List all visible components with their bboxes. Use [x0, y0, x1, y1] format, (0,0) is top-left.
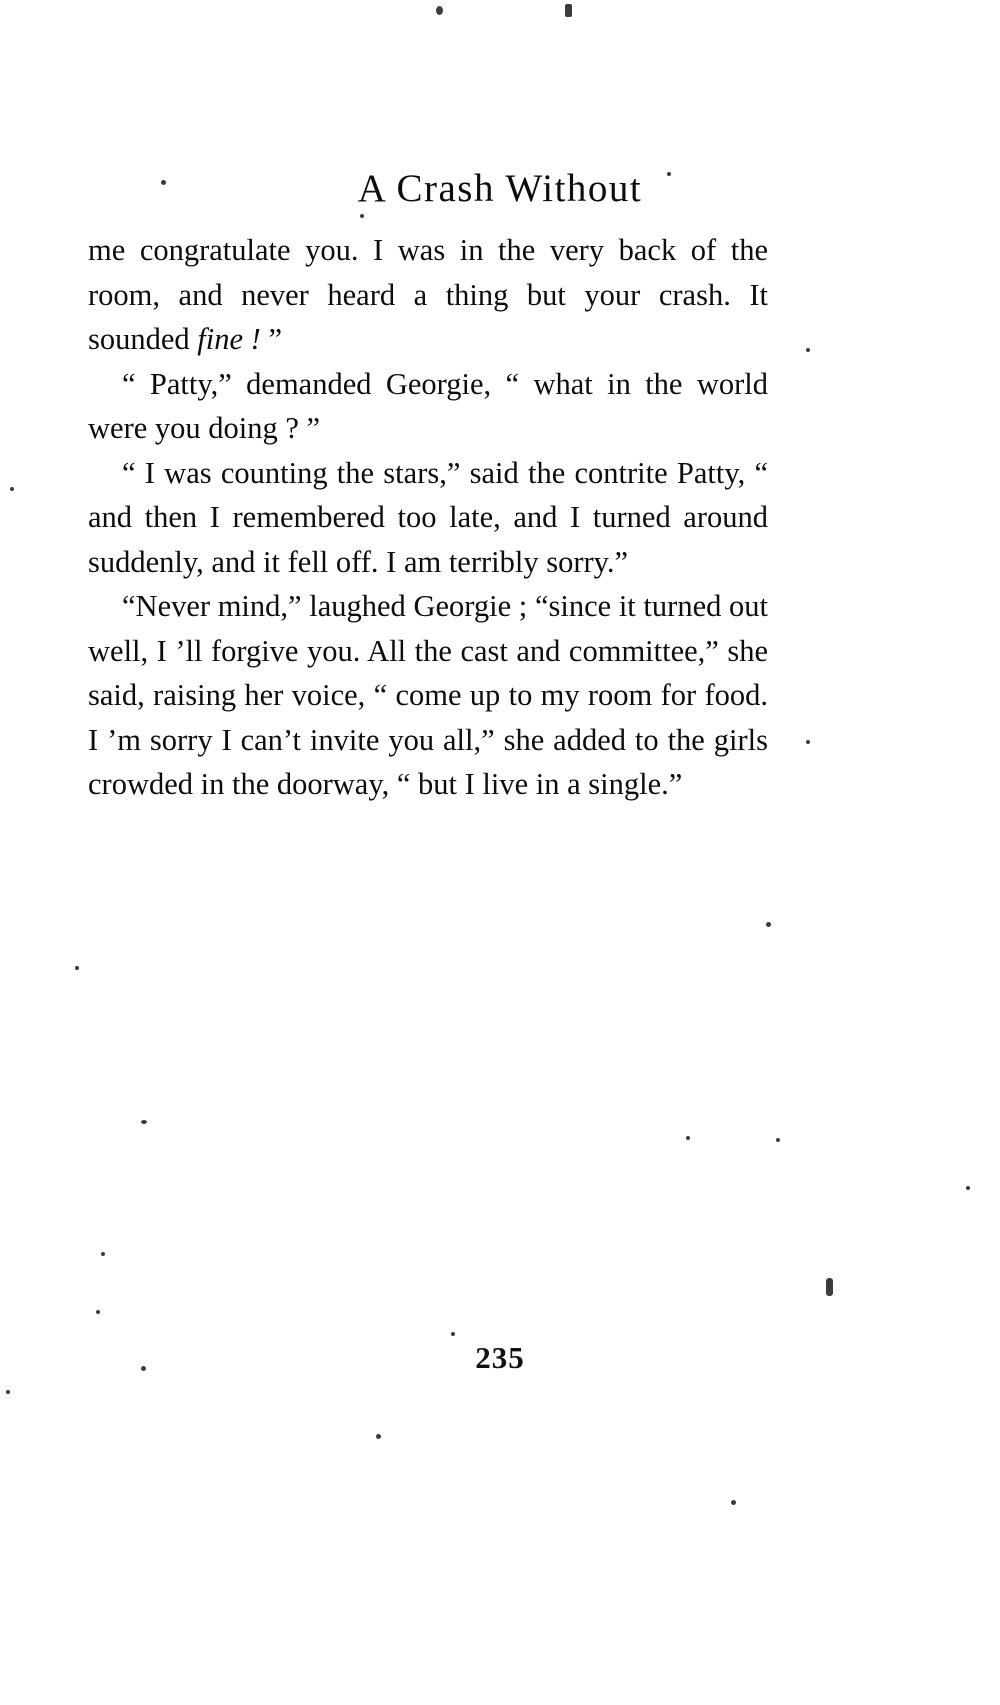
scan-speck: [141, 1120, 147, 1124]
emphasis-text: fine !: [197, 322, 261, 356]
body-run: “Never mind,” laughed Georgie ; “since it turned out well, I ’ll forgive you. All the cast and committee,” she said, raising her voice, “ come up to my room for food. I ’m sorry I can’t invite you all,” she added to the girls crowded in the doorway, “ but I live in a single.”: [88, 589, 768, 801]
scan-speck: [667, 172, 671, 176]
scan-speck: [360, 214, 364, 218]
scan-speck: [766, 922, 771, 927]
scan-speck: [10, 487, 14, 491]
scan-speck: [731, 1500, 736, 1505]
body-run: “ Patty,” demanded Georgie, “ what in the world were you doing ? ”: [88, 366, 768, 445]
scan-speck: [75, 966, 79, 970]
scan-speck: [96, 1310, 100, 1314]
scan-speck: [806, 740, 810, 744]
scan-speck: [436, 6, 443, 15]
scan-speck: [451, 1332, 455, 1336]
scan-speck: [161, 180, 166, 185]
body-text: [88, 228, 768, 807]
scan-speck: [101, 1252, 105, 1256]
scan-speck: [686, 1136, 690, 1140]
scan-speck: [776, 1138, 780, 1142]
body-run: “ I was counting the stars,” said the contrite Patty, “ and then I remembered too late, and I turned around suddenly, and it fell off. I am terribly sorry.”: [88, 455, 768, 579]
paragraph: [88, 584, 768, 807]
page-number: 235: [475, 1340, 525, 1375]
scan-speck: [806, 348, 810, 352]
paragraph: [88, 228, 768, 362]
scan-speck: [826, 1278, 833, 1296]
scan-speck: [966, 1186, 970, 1190]
body-run: me congratulate you. I was in the very back of the room, and never heard a thing but your crash. It sounded: [88, 233, 768, 356]
scan-speck: [376, 1434, 381, 1439]
scan-speck: [565, 4, 572, 17]
page-title: A Crash Without: [357, 167, 643, 211]
scan-speck: [141, 1366, 146, 1371]
body-run: ”: [260, 322, 282, 356]
paragraph: [88, 362, 768, 451]
paragraph: [88, 451, 768, 585]
scan-speck: [6, 1390, 10, 1394]
